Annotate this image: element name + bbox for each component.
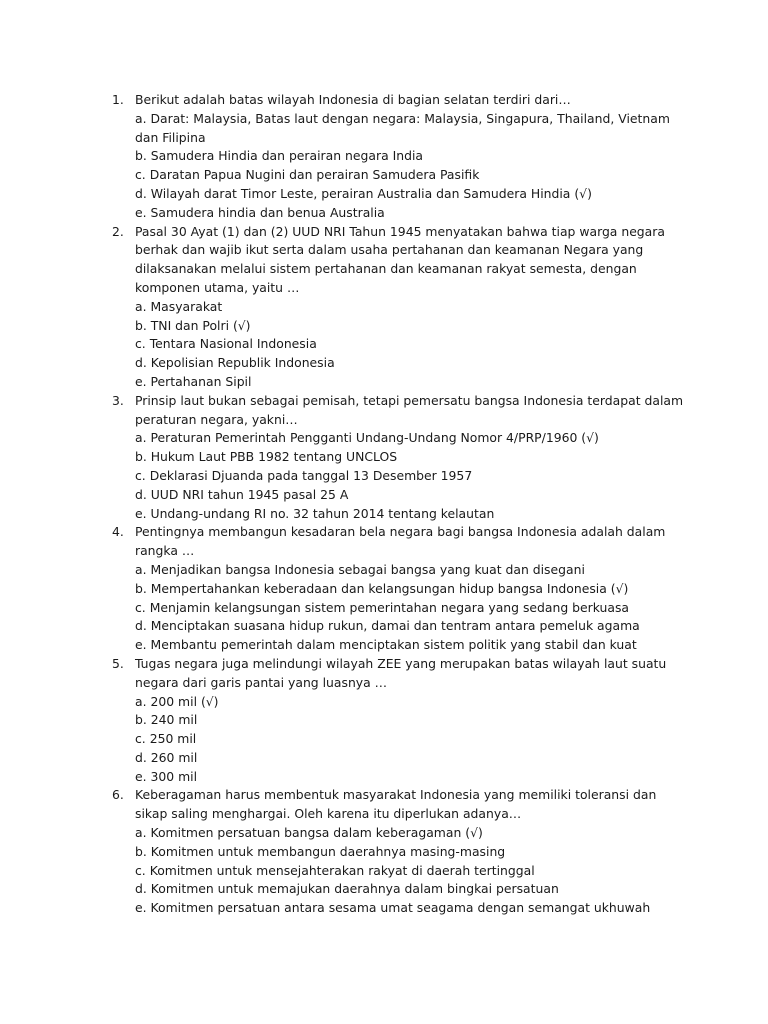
answer-option: d. Menciptakan suasana hidup rukun, damai dan tentram antara pemeluk agama: [135, 618, 640, 634]
answer-option: a. Masyarakat: [135, 298, 223, 314]
answer-option: b. 240 mil: [135, 712, 198, 728]
answer-option: b. Hukum Laut PBB 1982 tentang UNCLOS: [135, 449, 398, 465]
question-item: [100, 392, 690, 524]
answer-option: c. Deklarasi Djuanda pada tanggal 13 Desember 1957: [135, 467, 473, 483]
question-text: Prinsip laut bukan sebagai pemisah, tetapi pemersatu bangsa Indonesia terdapat dalam peraturan negara, yakni…: [135, 392, 684, 427]
answer-option: c. 250 mil: [135, 731, 197, 747]
question-number: 6.: [112, 787, 124, 803]
question-number: 3.: [112, 392, 124, 408]
answer-option: d. 260 mil: [135, 749, 198, 765]
answer-option: b. Mempertahankan keberadaan dan kelangsungan hidup bangsa Indonesia (√): [135, 580, 629, 596]
answer-option: b. Samudera Hindia dan perairan negara India: [135, 148, 424, 164]
answer-option: d. Wilayah darat Timor Leste, perairan Australia dan Samudera Hindia (√): [135, 185, 592, 201]
question-number: 2.: [112, 223, 124, 239]
answer-option: a. Peraturan Pemerintah Pengganti Undang-Undang Nomor 4/PRP/1960 (√): [135, 430, 599, 446]
question-text: Pasal 30 Ayat (1) dan (2) UUD NRI Tahun 1945 menyatakan bahwa tiap warga negara berhak dan wajib ikut serta dalam usaha pertahanan dan keamanan Negara yang dilaksanakan melalui sistem pertahanan dan keamanan rakyat semesta, dengan komponen utama, yaitu …: [135, 223, 665, 295]
answer-option: a. Komitmen persatuan bangsa dalam keberagaman (√): [135, 825, 483, 841]
question-text: Berikut adalah batas wilayah Indonesia di bagian selatan terdiri dari…: [135, 92, 571, 107]
answer-option: d. Kepolisian Republik Indonesia: [135, 355, 335, 371]
answer-option: c. Komitmen untuk mensejahterakan rakyat di daerah tertinggal: [135, 862, 535, 878]
question-text: Tugas negara juga melindungi wilayah ZEE yang merupakan batas wilayah laut suatu negara dari garis pantai yang luasnya …: [135, 655, 667, 690]
answer-option: d. UUD NRI tahun 1945 pasal 25 A: [135, 486, 349, 502]
question-number: 1.: [112, 92, 124, 107]
question-list: [100, 91, 690, 918]
question-item: [100, 223, 690, 392]
question-text: Pentingnya membangun kesadaran bela negara bagi bangsa Indonesia adalah dalam rangka …: [135, 524, 666, 559]
question-item: [100, 655, 690, 787]
answer-option: a. Menjadikan bangsa Indonesia sebagai bangsa yang kuat dan disegani: [135, 561, 585, 577]
question-item: [100, 523, 690, 655]
answer-option: e. Pertahanan Sipil: [135, 373, 252, 389]
answer-option: e. Komitmen persatuan antara sesama umat seagama dengan semangat ukhuwah: [135, 900, 651, 916]
question-number: 4.: [112, 524, 124, 540]
answer-option: c. Daratan Papua Nugini dan perairan Samudera Pasifik: [135, 167, 480, 183]
answer-option: a. Darat: Malaysia, Batas laut dengan negara: Malaysia, Singapura, Thailand, Vietnam dan Filipina: [135, 110, 670, 145]
answer-option: b. Komitmen untuk membangun daerahnya masing-masing: [135, 843, 506, 859]
answer-option: e. Samudera hindia dan benua Australia: [135, 204, 385, 220]
answer-option: e. 300 mil: [135, 768, 198, 784]
answer-option: d. Komitmen untuk memajukan daerahnya dalam bingkai persatuan: [135, 881, 559, 897]
question-number: 5.: [112, 655, 124, 671]
answer-option: e. Membantu pemerintah dalam menciptakan sistem politik yang stabil dan kuat: [135, 637, 637, 653]
answer-option: c. Tentara Nasional Indonesia: [135, 336, 317, 352]
answer-option: b. TNI dan Polri (√): [135, 317, 251, 333]
answer-option: e. Undang-undang RI no. 32 tahun 2014 tentang kelautan: [135, 505, 495, 521]
answer-option: a. 200 mil (√): [135, 693, 219, 709]
question-item: [100, 91, 690, 223]
answer-option: c. Menjamin kelangsungan sistem pemerintahan negara yang sedang berkuasa: [135, 599, 630, 615]
question-item: [100, 786, 690, 918]
question-text: Keberagaman harus membentuk masyarakat Indonesia yang memiliki toleransi dan sikap saling menghargai. Oleh karena itu diperlukan adanya…: [135, 787, 657, 822]
